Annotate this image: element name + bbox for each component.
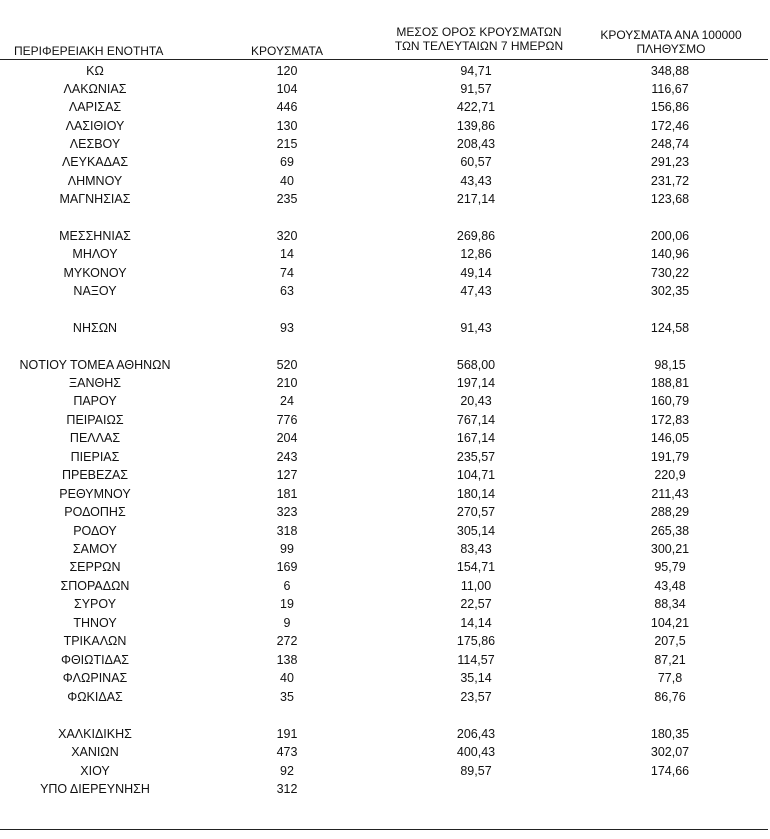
cases-cell: 320 [276,229,298,243]
cases-per-100k-cell: 231,72 [650,174,690,188]
table-row [0,503,770,521]
avg-7-days-cell: 400,43 [456,745,496,759]
cases-per-100k-cell: 43,48 [654,579,686,593]
header-region: ΠΕΡΙΦΕΡΕΙΑΚΗ ΕΝΟΤΗΤΑ [14,44,164,58]
cases-per-100k-cell: 348,88 [650,64,690,78]
cases-cell: 40 [280,174,294,188]
cases-cell: 93 [280,321,294,335]
table-row [0,466,770,484]
cases-cell: 169 [276,560,298,574]
header-cases: ΚΡΟΥΣΜΑΤΑ [251,44,323,58]
cases-per-100k-cell: 220,9 [654,468,686,482]
region-cell: ΠΕΛΛΑΣ [69,431,121,445]
cases-cell: 99 [280,542,294,556]
cases-cell: 120 [276,64,298,78]
table-row [0,117,770,135]
cases-cell: 24 [280,394,294,408]
table-row [0,429,770,447]
avg-7-days-cell: 269,86 [456,229,496,243]
region-cell: ΦΩΚΙΔΑΣ [67,690,123,704]
cases-per-100k-cell: 156,86 [650,100,690,114]
cases-per-100k-cell: 302,35 [650,284,690,298]
cases-cell: 191 [276,727,298,741]
avg-7-days-cell: 43,43 [460,174,492,188]
region-cell: ΣΥΡΟΥ [73,597,117,611]
table-row [0,282,770,300]
avg-7-days-cell: 422,71 [456,100,496,114]
table-row [0,780,770,798]
avg-7-days-cell: 35,14 [460,671,492,685]
cases-per-100k-cell: 140,96 [650,247,690,261]
region-cell: ΦΛΩΡΙΝΑΣ [62,671,128,685]
cases-per-100k-cell: 88,34 [654,597,686,611]
avg-7-days-cell: 208,43 [456,137,496,151]
region-cell: ΣΠΟΡΑΔΩΝ [60,579,130,593]
cases-per-100k-cell: 95,79 [654,560,686,574]
cases-cell: 204 [276,431,298,445]
cases-cell: 323 [276,505,298,519]
cases-cell: 9 [283,616,291,630]
region-cell: ΡΟΔΟΠΗΣ [64,505,126,519]
avg-7-days-cell: 154,71 [456,560,496,574]
avg-7-days-cell: 60,57 [460,155,492,169]
avg-7-days-cell: 89,57 [460,764,492,778]
avg-7-days-cell: 568,00 [456,358,496,372]
table-row [0,98,770,116]
region-cell: ΝΟΤΙΟΥ ΤΟΜΕΑ ΑΘΗΝΩΝ [19,358,171,372]
table-row [0,80,770,98]
region-cell: ΠΡΕΒΕΖΑΣ [61,468,129,482]
cases-cell: 130 [276,119,298,133]
avg-7-days-cell: 139,86 [456,119,496,133]
header-avg-line1: ΜΕΣΟΣ ΟΡΟΣ ΚΡΟΥΣΜΑΤΩΝ [396,25,562,39]
cases-cell: 35 [280,690,294,704]
region-cell: ΛΑΚΩΝΙΑΣ [63,82,127,96]
region-cell: ΣΑΜΟΥ [72,542,118,556]
cases-cell: 92 [280,764,294,778]
avg-7-days-cell: 94,71 [460,64,492,78]
table-row [0,172,770,190]
cases-per-100k-cell: 172,83 [650,413,690,427]
region-cell: ΦΘΙΩΤΙΔΑΣ [60,653,130,667]
cases-per-100k-cell: 98,15 [654,358,686,372]
avg-7-days-cell: 20,43 [460,394,492,408]
cases-cell: 6 [283,579,291,593]
avg-7-days-cell: 11,00 [460,579,492,593]
cases-cell: 520 [276,358,298,372]
region-cell: ΧΙΟΥ [80,764,110,778]
cases-cell: 14 [280,247,294,261]
region-cell: ΠΕΙΡΑΙΩΣ [66,413,124,427]
region-cell: ΛΑΣΙΘΙΟΥ [65,119,125,133]
table-row [0,153,770,171]
region-cell: ΥΠΟ ΔΙΕΡΕΥΝΗΣΗ [40,782,150,796]
table-row [0,356,770,374]
cases-cell: 210 [276,376,298,390]
table-row [0,651,770,669]
avg-7-days-cell: 104,71 [456,468,496,482]
cases-cell: 215 [276,137,298,151]
cases-cell: 243 [276,450,298,464]
cases-cell: 312 [276,782,298,796]
table-row [0,614,770,632]
avg-7-days-cell: 235,57 [456,450,496,464]
region-cell: ΜΥΚΟΝΟΥ [63,266,127,280]
region-cell: ΛΗΜΝΟΥ [67,174,123,188]
cases-per-100k-cell: 124,58 [650,321,690,335]
table-row [0,245,770,263]
table-row [0,540,770,558]
table-row [0,632,770,650]
region-cell: ΝΗΣΩΝ [72,321,118,335]
cases-cell: 74 [280,266,294,280]
cases-cell: 69 [280,155,294,169]
table-row [0,762,770,780]
avg-7-days-cell: 217,14 [456,192,496,206]
avg-7-days-cell: 114,57 [457,653,495,667]
avg-7-days-cell: 49,14 [460,266,492,280]
region-cell: ΞΑΝΘΗΣ [69,376,121,390]
table-row [0,374,770,392]
region-cell: ΠΙΕΡΙΑΣ [70,450,120,464]
avg-7-days-cell: 197,14 [456,376,496,390]
table-row [0,558,770,576]
avg-7-days-cell: 167,14 [456,431,496,445]
cases-per-100k-cell: 77,8 [657,671,683,685]
table-row [0,669,770,687]
region-cell: ΝΑΞΟΥ [73,284,117,298]
region-cell: ΛΕΣΒΟΥ [69,137,121,151]
cases-per-100k-cell: 248,74 [650,137,690,151]
header-per-line1: ΚΡΟΥΣΜΑΤΑ ΑΝΑ 100000 [600,28,742,42]
region-cell: ΡΕΘΥΜΝΟΥ [59,487,131,501]
cases-per-100k-cell: 174,66 [650,764,690,778]
cases-cell: 272 [276,634,298,648]
cases-per-100k-cell: 123,68 [650,192,690,206]
avg-7-days-cell: 91,43 [460,321,492,335]
footer-divider [0,829,768,830]
cases-per-100k-cell: 172,46 [650,119,690,133]
table-row [0,577,770,595]
table-row [0,411,770,429]
region-cell: ΤΡΙΚΑΛΩΝ [63,634,127,648]
cases-per-100k-cell: 146,05 [650,431,690,445]
cases-cell: 181 [276,487,298,501]
avg-7-days-cell: 767,14 [456,413,496,427]
cases-cell: 318 [276,524,298,538]
cases-cell: 19 [280,597,294,611]
table-row [0,264,770,282]
table-row [0,595,770,613]
table-row [0,227,770,245]
avg-7-days-cell: 180,14 [456,487,496,501]
cases-cell: 104 [276,82,298,96]
cases-per-100k-cell: 207,5 [654,634,686,648]
region-cell: ΠΑΡΟΥ [73,394,117,408]
table-row [0,62,770,80]
table-row [0,319,770,337]
region-cell: ΜΗΛΟΥ [72,247,118,261]
cases-per-100k-cell: 302,07 [650,745,690,759]
cases-cell: 235 [276,192,298,206]
avg-7-days-cell: 12,86 [460,247,492,261]
table-row [0,485,770,503]
cases-cell: 473 [276,745,298,759]
avg-7-days-cell: 22,57 [460,597,492,611]
table-row [0,688,770,706]
avg-7-days-cell: 206,43 [456,727,496,741]
avg-7-days-cell: 175,86 [456,634,496,648]
table-row [0,190,770,208]
avg-7-days-cell: 270,57 [456,505,496,519]
region-cell: ΣΕΡΡΩΝ [69,560,121,574]
cases-cell: 138 [276,653,298,667]
avg-7-days-cell: 14,14 [460,616,492,630]
avg-7-days-cell: 91,57 [460,82,492,96]
cases-per-100k-cell: 265,38 [650,524,690,538]
cases-per-100k-cell: 191,79 [650,450,690,464]
table-row [0,725,770,743]
cases-per-100k-cell: 180,35 [650,727,690,741]
cases-cell: 40 [280,671,294,685]
avg-7-days-cell: 23,57 [460,690,492,704]
region-cell: ΜΑΓΝΗΣΙΑΣ [59,192,131,206]
table-row [0,448,770,466]
avg-7-days-cell: 83,43 [460,542,492,556]
cases-per-100k-cell: 87,21 [654,653,686,667]
cases-per-100k-cell: 86,76 [654,690,686,704]
region-cell: ΜΕΣΣΗΝΙΑΣ [59,229,131,243]
cases-per-100k-cell: 200,06 [650,229,690,243]
cases-per-100k-cell: 730,22 [650,266,690,280]
region-cell: ΧΑΝΙΩΝ [71,745,119,759]
avg-7-days-cell: 305,14 [456,524,496,538]
cases-per-100k-cell: 211,43 [651,487,689,501]
cases-cell: 446 [276,100,298,114]
cases-per-100k-cell: 300,21 [650,542,690,556]
cases-per-100k-cell: 291,23 [650,155,690,169]
avg-7-days-cell: 47,43 [460,284,492,298]
table-row [0,743,770,761]
cases-cell: 63 [280,284,294,298]
cases-per-100k-cell: 116,67 [651,82,689,96]
region-cell: ΤΗΝΟΥ [73,616,117,630]
cases-per-100k-cell: 160,79 [650,394,690,408]
cases-cell: 127 [276,468,298,482]
cases-cell: 776 [276,413,298,427]
region-cell: ΧΑΛΚΙΔΙΚΗΣ [58,727,132,741]
region-cell: ΛΕΥΚΑΔΑΣ [61,155,129,169]
header-per-line2: ΠΛΗΘΥΣΜΟ [636,42,706,56]
table-row [0,522,770,540]
region-cell: ΚΩ [86,64,104,78]
region-cell: ΛΑΡΙΣΑΣ [68,100,122,114]
cases-per-100k-cell: 188,81 [650,376,690,390]
cases-per-100k-cell: 288,29 [650,505,690,519]
cases-per-100k-cell: 104,21 [650,616,690,630]
region-cell: ΡΟΔΟΥ [73,524,117,538]
table-row [0,392,770,410]
header-avg-line2: ΤΩΝ ΤΕΛΕΥΤΑΙΩΝ 7 ΗΜΕΡΩΝ [394,39,564,53]
table-row [0,135,770,153]
